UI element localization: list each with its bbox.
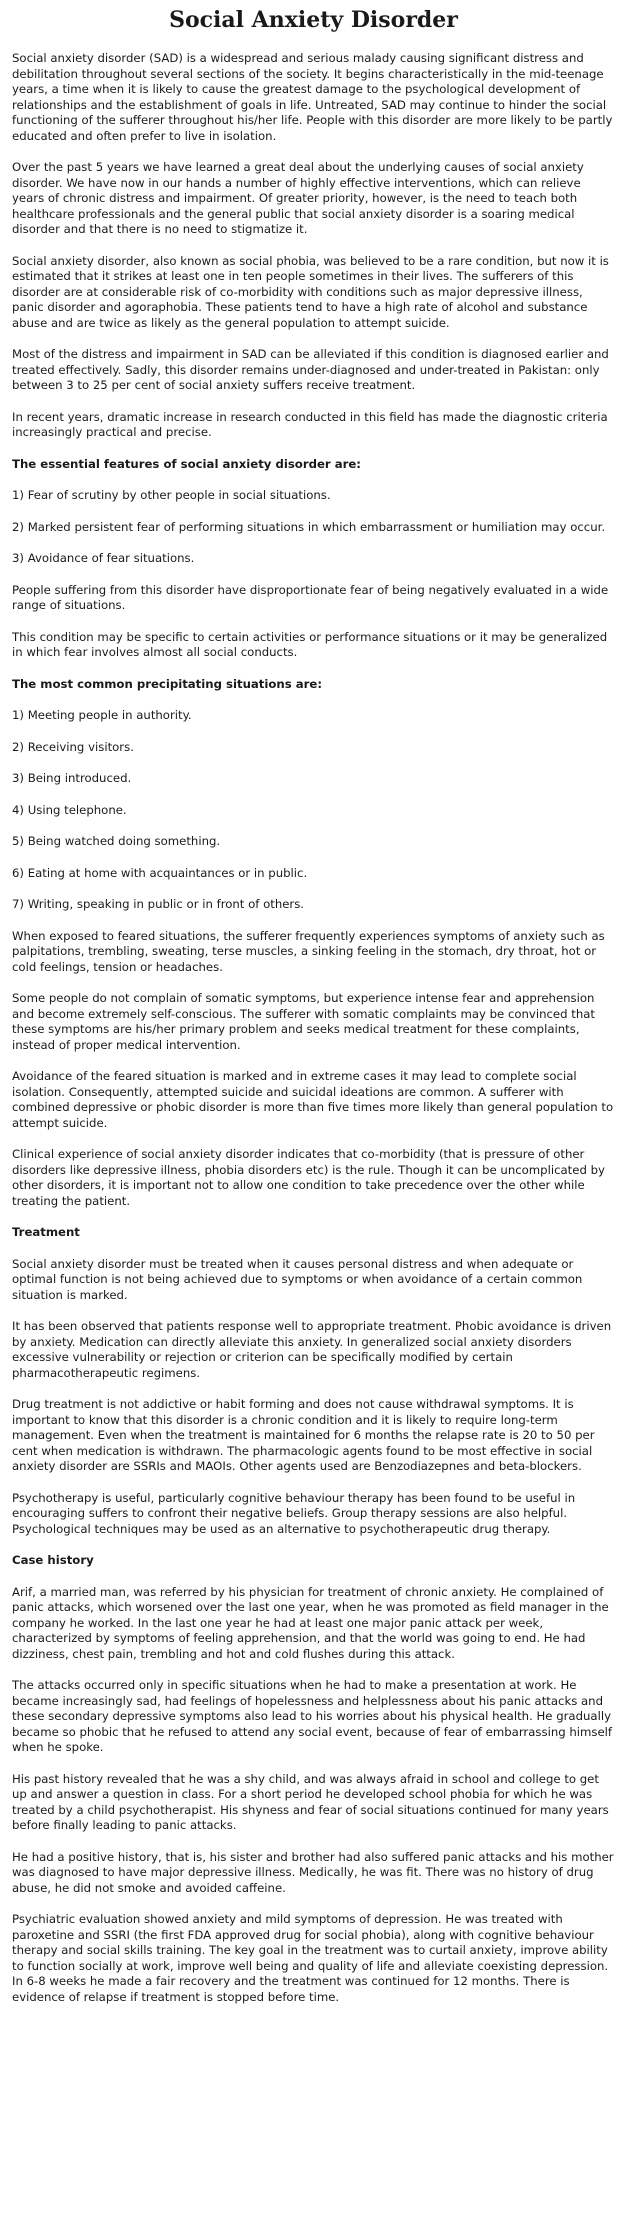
paragraph: His past history revealed that he was a shy child, and was always afraid in school and college to get up and answer a question in class. For a short period he developed school phobia for which he was treated by a child psychotherapist. His shyness and fear of social situations continued for many years before finally leading to panic attacks. [12,1771,609,1832]
paragraph: Over the past 5 years we have learned a great deal about the underlying causes of social anxiety disorder. We have now in our hands a number of highly effective interventions, which can relieve years of chronic distress and impairment. Of greater priority, however, is the need to teach both healthcare professionals and the general public that social anxiety disorder is a soaring medical disorder and that there is no need to stigmatize it. [12,160,584,236]
paragraph: Social anxiety disorder must be treated when it causes personal distress and when adequate or optimal function is not being achieved due to symptoms or when avoidance of a certain common situation is marked. [12,1256,583,1302]
paragraph: 1) Fear of scrutiny by other people in social situations. [12,488,331,502]
section-heading: Case history [12,1553,94,1567]
section-heading: The most common precipitating situations are: [12,676,323,691]
paragraph: 6) Eating at home with acquaintances or in public. [12,865,308,880]
paragraph: 5) Being watched doing something. [12,834,221,848]
paragraph: 7) Writing, speaking in public or in front of others. [12,897,305,911]
paragraph: 2) Marked persistent fear of performing situations in which embarrassment or humiliation may occur. [12,519,606,534]
paragraph: In recent years, dramatic increase in research conducted in this field has made the diagnostic criteria increasingly practical and precise. [12,409,608,439]
section-heading: Treatment [12,1225,80,1239]
paragraph: The attacks occurred only in specific situations when he had to make a presentation at work. He became increasingly sad, had feelings of hopelessness and helplessness about his panic attacks and these secondary depressive symptoms also lead to his worries about his physical health. He gradually became so phobic that he refused to attend any social event, because of fear of embarrassing himself when he spoke. [12,1678,613,1754]
page-title: Social Anxiety Disorder [169,7,458,33]
paragraph: People suffering from this disorder have disproportionate fear of being negatively evaluated in a wide range of situations. [12,582,609,612]
paragraph: When exposed to feared situations, the sufferer frequently experiences symptoms of anxiety such as palpitations, trembling, sweating, terse muscles, a sinking feeling in the stomach, dry throat, hot or cold feelings, tension or headaches. [12,928,605,974]
paragraph: Social anxiety disorder, also known as social phobia, was believed to be a rare condition, but now it is estimated that it strikes at least one in ten people sometimes in their lives. The sufferers of this disorder are at considerable risk of co-morbidity with conditions such as major depressive illness, panic disorder and agoraphobia. These patients tend to have a high rate of alcohol and substance abuse and are twice as likely as the general population to attempt suicide. [12,253,609,330]
paragraph: Some people do not complain of somatic symptoms, but experience intense fear and apprehension and become extremely self-conscious. The sufferer with somatic complaints may be convinced that these symptoms are his/her primary problem and seeks medical treatment for these complaints, instead of proper medical intervention. [12,991,595,1052]
paragraph: Clinical experience of social anxiety disorder indicates that co-morbidity (that is pressure of other disorders like depressive illness, phobia disorders etc) is the rule. Though it can be uncomplicated by other disorders, it is important not to allow one condition to take precedence over the other while treating the patient. [12,1147,605,1208]
paragraph: 4) Using telephone. [12,802,127,817]
paragraph: He had a positive history, that is, his sister and brother had also suffered panic attacks and his mother was diagnosed to have major depressive illness. Medically, he was fit. There was no history of drug abuse, he did not smoke and avoided caffeine. [12,1849,614,1895]
paragraph: 2) Receiving visitors. [12,739,134,754]
paragraph: Social anxiety disorder (SAD) is a widespread and serious malady causing significant distress and debilitation throughout several sections of the society. It begins characteristically in the mid-teenage years, a time when it is likely to cause the greatest damage to the psychological development of relationships and the establishment of goals in life. Untreated, SAD may continue to hinder the social functioning of the sufferer throughout his/her life. People with this disorder are more likely to be partly educated and often prefer to live in isolation. [12,51,613,143]
article-body [12,51,615,2005]
section-heading: The essential features of social anxiety disorder are: [12,456,361,471]
paragraph: 3) Avoidance of fear situations. [12,551,195,565]
paragraph: Arif, a married man, was referred by his physician for treatment of chronic anxiety. He complained of panic attacks, which worsened over the last one year, when he was promoted as field manager in the company he worked. In the last one year he had at least one major panic attack per week, characterized by symptoms of feeling apprehension, and that the world was going to end. He had dizziness, chest pain, trembling and hot and cold flushes during this attack. [12,1584,609,1661]
paragraph: It has been observed that patients response well to appropriate treatment. Phobic avoidance is driven by anxiety. Medication can directly alleviate this anxiety. In generalized social anxiety disorders excessive vulnerability or rejection or criterion can be specifically modified by certain pharmacotherapeutic regimens. [12,1319,612,1380]
paragraph: Avoidance of the feared situation is marked and in extreme cases it may lead to complete social isolation. Consequently, attempted suicide and suicidal ideations are common. A sufferer with combined depressive or phobic disorder is more than five times more likely than general population to attempt suicide. [12,1069,614,1130]
paragraph: Drug treatment is not addictive or habit forming and does not cause withdrawal symptoms. It is important to know that this disorder is a chronic condition and it is likely to require long-term management. Even when the treatment is maintained for 6 months the relapse rate is 20 to 50 per cent when medication is withdrawn. The pharmacologic agents found to be most effective in social anxiety disorder are SSRIs and MAOIs. Other agents used are Benzodiazepnes and beta-blockers. [12,1397,595,1473]
paragraph: Psychotherapy is useful, particularly cognitive behaviour therapy has been found to be useful in encouraging suffers to confront their negative beliefs. Group therapy sessions are also helpful. Psychological techniques may be used as an alternative to psychotherapeutic drug therapy. [12,1490,576,1536]
paragraph: This condition may be specific to certain activities or performance situations or it may be generalized in which fear involves almost all social conducts. [12,629,608,659]
paragraph: Psychiatric evaluation showed anxiety and mild symptoms of depression. He was treated with paroxetine and SSRI (the first FDA approved drug for social phobia), along with cognitive behaviour therapy and social skills training. The key goal in the treatment was to curtail anxiety, improve ability to function socially at work, improve well being and quality of life and alleviate coexisting depression. In 6-8 weeks he made a fair recovery and the treatment was continued for 12 months. There is evidence of relapse if treatment is stopped before time. [12,1912,609,2004]
paragraph: 1) Meeting people in authority. [12,708,192,722]
paragraph: Most of the distress and impairment in SAD can be alleviated if this condition is diagnosed earlier and treated effectively. Sadly, this disorder remains under-diagnosed and under-treated in Pakistan: only between 3 to 25 per cent of social anxiety suffers receive treatment. [12,347,609,392]
paragraph: 3) Being introduced. [12,771,132,785]
